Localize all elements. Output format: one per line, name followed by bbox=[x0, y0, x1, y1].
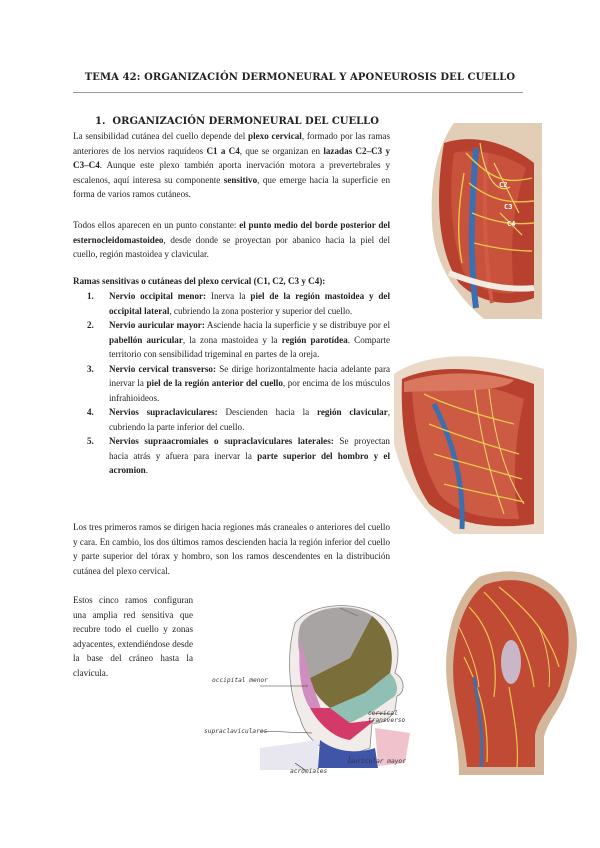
label-acromiales: acromiales bbox=[290, 768, 328, 775]
bold-run: plexo cervical bbox=[248, 131, 302, 141]
nerve-name: Nervios supraclaviculares: bbox=[109, 407, 218, 417]
intro-paragraph-2 bbox=[73, 218, 390, 262]
anatomy-figure-cervical-plexus bbox=[414, 123, 542, 319]
neck-lateral-illustration bbox=[394, 344, 544, 534]
label-occipital-menor: occipital menor bbox=[212, 677, 268, 684]
closing-paragraph: Estos cinco ramos configuran una amplia red sensitiva que recubre todo el cuello y zonas adyacentes, extendiéndose desde la base del cráneo hasta la clavícula. bbox=[73, 595, 193, 678]
anatomy-figure-head-superficial bbox=[439, 567, 581, 775]
list-number: 1. bbox=[87, 291, 94, 301]
text-run: , que emerge hacia la superficie en forma de varios ramos cutáneos. bbox=[73, 174, 390, 200]
dermatome-diagram bbox=[200, 598, 422, 780]
label-c2: C2 bbox=[499, 181, 508, 189]
section-heading bbox=[95, 116, 379, 127]
text-run: , por encima de los músculos infrahioideos. bbox=[109, 378, 391, 403]
list-number: 3. bbox=[87, 363, 94, 374]
bold-run: región parotídea bbox=[281, 334, 348, 345]
nerve-name: Nervios supraacromiales o supraclaviculares laterales: bbox=[109, 436, 334, 446]
list-number: 2. bbox=[87, 320, 94, 330]
bold-run: sensitivo bbox=[223, 174, 258, 185]
list-item bbox=[85, 318, 390, 362]
text-run: La sensibilidad cutánea del cuello depende del bbox=[73, 131, 249, 141]
text-run: Asciende hacia la superficie y se distribuye por el bbox=[204, 320, 390, 330]
bold-run: lazadas C2–C3 y C3–C4 bbox=[73, 145, 391, 171]
text-run: Inerva la bbox=[206, 291, 251, 301]
text-run: Se proyectan hacia atrás y afuera para inervar la bbox=[109, 436, 390, 461]
list-item bbox=[85, 289, 390, 318]
text-run: , que se organizan en bbox=[239, 145, 324, 156]
nerve-name: Nervio occipital menor: bbox=[109, 291, 207, 301]
intro-paragraph bbox=[73, 129, 390, 202]
text-run: , desde donde se proyectan por abanico hacia la piel del cuello, región mastoidea y clavicular. bbox=[73, 234, 390, 260]
list-number: 5. bbox=[87, 436, 94, 446]
summary-paragraph: Los tres primeros ramos se dirigen hacia regiones más craneales o anteriores del cuello y cara. En cambio, los dos últimos ramos descienden hacia la región inferior del cuello y parte superior del tórax y hombro, son los ramos descendentes en la distribución cutánea del plexo cervical. bbox=[73, 522, 390, 576]
label-c3: C3 bbox=[504, 203, 513, 211]
text-run: . bbox=[145, 465, 148, 475]
nerve-name: Nervio cervical transverso: bbox=[109, 363, 216, 374]
bold-run: piel de la región mastoidea y del occipital lateral bbox=[109, 291, 390, 316]
label-cervical-transverso: cervical transverso bbox=[368, 710, 406, 724]
head-superficial-illustration bbox=[439, 567, 581, 775]
title-divider bbox=[73, 92, 523, 93]
cervical-plexus-illustration bbox=[414, 123, 542, 319]
bold-run: región clavicular bbox=[316, 407, 388, 417]
list-item bbox=[85, 434, 390, 478]
text-run: , formado por las ramas anteriores de los nervios raquídeos bbox=[73, 131, 390, 156]
label-auricular-mayor: auricular mayor bbox=[350, 758, 406, 765]
dermatome-illustration bbox=[200, 598, 422, 780]
section-number: 1. bbox=[95, 116, 106, 127]
list-item bbox=[85, 362, 390, 406]
nerve-name: Nervio auricular mayor: bbox=[109, 320, 205, 330]
page-title: TEMA 42: ORGANIZACIÓN DERMONEURAL Y APONEUROSIS DEL CUELLO bbox=[84, 72, 516, 83]
text-run: Se dirige horizontalmente hacia adelante para inervar la bbox=[109, 363, 391, 388]
bold-run: parte superior del hombro y el acromion bbox=[109, 450, 390, 475]
text-run: , cubriendo la parte inferior del cuello. bbox=[109, 407, 391, 432]
text-run: Descienden hacia la bbox=[217, 407, 317, 417]
text-run: . Comparte territorio con sensibilidad trigeminal en partes de la oreja. bbox=[109, 334, 390, 359]
bold-run: pabellón auricular bbox=[109, 334, 183, 345]
anatomy-figure-neck-lateral bbox=[394, 344, 544, 534]
list-number: 4. bbox=[87, 407, 94, 417]
bold-run: piel de la región anterior del cuello bbox=[146, 378, 283, 388]
bold-run: el punto medio del borde posterior del esternocleidomastoideo bbox=[73, 220, 390, 245]
section-title: ORGANIZACIÓN DERMONEURAL DEL CUELLO bbox=[112, 116, 379, 127]
text-run: , la zona mastoidea y la bbox=[182, 334, 282, 345]
ramas-heading: Ramas sensitivas o cutáneas del plexo cervical (C1, C2, C3 y C4): bbox=[73, 276, 326, 286]
text-run: , cubriendo la zona posterior y superior del cuello. bbox=[169, 305, 353, 316]
text-run: . Aunque este plexo también aporta inervación motora a prevertebrales y escalenos, aquí interesa su componente bbox=[73, 160, 390, 185]
list-item bbox=[85, 405, 390, 434]
nerve-list bbox=[85, 289, 390, 478]
text-run: Todos ellos aparecen en un punto constante: bbox=[73, 220, 240, 230]
label-c4: C4 bbox=[507, 220, 516, 228]
bold-run: C1 a C4 bbox=[206, 145, 240, 156]
label-supraclaviculares: supraclaviculares bbox=[204, 728, 268, 735]
